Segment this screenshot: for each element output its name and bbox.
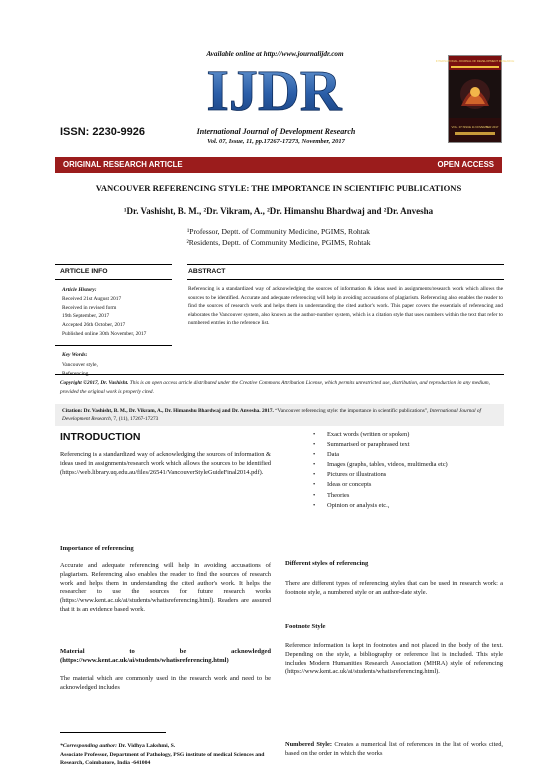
corresponding-author-note	[60, 742, 275, 768]
footnote-divider	[60, 732, 166, 733]
article-title: VANCOUVER REFERENCING STYLE: THE IMPORTANCE IN SCIENTIFIC PUBLICATIONS	[95, 183, 462, 193]
acknowledged-material-list	[313, 430, 448, 511]
list-item: • Opinion or analysis etc.,	[313, 501, 448, 511]
logo-text: IJDR	[206, 58, 342, 123]
keyword: Referencing.	[62, 371, 90, 377]
history-line: Received in revised form	[62, 305, 117, 311]
list-item: • Images (graphs, tables, videos, multimedia etc)	[313, 460, 448, 470]
numbered-style-text	[285, 741, 503, 759]
cover-title: INTERNATIONAL JOURNAL OF DEVELOPMENT RESEARCH	[435, 59, 515, 63]
footnote-style-text: Reference information is kept in footnotes and not placed in the body of the text. Depending on the style, a bibliography or reference list is included. This style includes Modern Humanities Research Association (MHRA) style of referencing (https://www.kent.ac.uk/ai/students/whatisreferencing.html).	[285, 642, 503, 676]
abstract-heading: ABSTRACT	[188, 268, 226, 275]
numbered-style-body: Creates a numerical list of references in the list of works cited, based on the order in which the works	[285, 741, 503, 757]
citation-label: Citation: Dr. Vashisht, B. M., Dr. Vikram, A., Dr. Himanshu Bhardwaj and Dr. Anvesha. 2017.	[62, 408, 274, 414]
list-item: • Theories	[313, 491, 448, 501]
material-text: The material which are commonly used in the research work and need to be acknowledged includes	[60, 675, 271, 691]
keywords-heading: Key Words:	[62, 352, 88, 358]
introduction-text: Referencing is a standardized way of acknowledging the sources of information & ideas used in assignments/research work which allows the sources to be identified (https://web.library.uq.edu.au/files/26541/VancouverStyleGuideFinal2014.pdf).	[60, 451, 271, 476]
article-info-heading: ARTICLE INFO	[60, 268, 108, 275]
keyword: Vancouver style,	[62, 362, 98, 368]
styles-heading: Different styles of referencing	[285, 560, 369, 567]
list-item: • Exact words (written or spoken)	[313, 430, 448, 440]
footnote-style-heading: Footnote Style	[285, 623, 326, 630]
citation-pages: , 7, (11), 17267-17273	[110, 416, 159, 422]
abstract-text: Referencing is a standardized way of acknowledging the sources of information & ideas used in assignments/research work which allows the sources to be identified. Accurate and adequate referencing will help in avoiding accusations of plagiarism. Referencing also enables the reader to find the sources of research work and helps them in understanding the cited author's work. This paper covers the essentials of referencing and elaborates the Vancouver system, also known as the author-number system, which is a citation style that uses numbers within the text that refer to numbered entries in the reference list.	[188, 286, 503, 327]
history-line: 19th September, 2017	[62, 313, 110, 319]
citation-journal: International Journal of Development Research	[62, 408, 481, 422]
copyright-notice	[60, 379, 504, 396]
divider	[55, 264, 172, 265]
footnote-label: *Corresponding author:	[60, 743, 118, 749]
introduction-heading: INTRODUCTION	[60, 431, 141, 443]
footnote-name: Dr. Vidhya Lakshmi, S.	[117, 743, 176, 749]
list-item: • Summarised or paraphrased text	[313, 440, 448, 450]
list-item: • Ideas or concepts	[313, 480, 448, 490]
copyright-text: This is an open access article distributed under the Creative Commons Attribution License, which permits unrestricted use, distribution, and reproduction in any medium, provided the original work is properly cited.	[60, 380, 490, 395]
divider	[187, 264, 504, 265]
citation-box	[55, 404, 504, 426]
citation-text: “Vancouver referencing style: the importance in scientific publications”,	[273, 408, 430, 414]
importance-heading: Importance of referencing	[60, 545, 134, 552]
article-type-label: ORIGINAL RESEARCH ARTICLE	[63, 160, 183, 169]
divider	[55, 345, 172, 346]
divider	[55, 374, 504, 375]
copyright-prefix: Copyright ©2017,	[60, 380, 101, 386]
divider	[187, 279, 504, 280]
article-history-heading: Article History:	[62, 287, 97, 293]
styles-text: There are different types of referencing styles that can be used in research work: a footnote style, a numbered style or an author-date style.	[285, 580, 503, 596]
copyright-author: Dr. Vashisht.	[100, 380, 129, 386]
history-line: Published online 30th November, 2017	[62, 331, 147, 337]
list-item: • Data	[313, 450, 448, 460]
history-line: Accepted 26th October, 2017	[62, 322, 126, 328]
list-item: • Pictures or illustrations	[313, 470, 448, 480]
available-online-line: Available online at http://www.journalijdr.com	[206, 50, 344, 58]
journal-logo	[203, 58, 345, 123]
issn: ISSN: 2230-9926	[60, 126, 145, 138]
footnote-affiliation: Associate Professor, Department of Pathology, PSG institute of medical Sciences and Research, Coimbatore, India -641004	[60, 751, 265, 767]
open-access-label: OPEN ACCESS	[437, 160, 494, 169]
affiliation-1: ¹Professor, Deptt. of Community Medicine, PGIMS, Rohtak	[187, 227, 370, 236]
numbered-style-label: Numbered Style:	[285, 741, 332, 748]
divider	[55, 279, 172, 280]
affiliation-2: ²Residents, Deptt. of Community Medicine, PGIMS, Rohtak	[186, 238, 371, 247]
journal-name: International Journal of Development Research	[196, 127, 356, 136]
material-heading: Material to be acknowledged (https://www.kent.ac.uk/ai/students/whatisreferencing.html)	[60, 648, 271, 664]
cover-issue: VOL. 07 ISSUE 11 NOVEMBER 2017	[451, 125, 499, 129]
volume-info: Vol. 07, Issue, 11, pp.17267-17273, November, 2017	[207, 138, 345, 145]
importance-text: Accurate and adequate referencing will help in avoiding accusations of plagiarism. Referencing also enables the reader to find the sources of research work and helps them in understanding the cited author's work. It helps the researcher to use the sources for future research works (https://www.kent.ac.uk/ai/students/whatisreferencing.html). Readers are assured that it is an evidence based work.	[60, 562, 271, 613]
history-line: Received 21st August 2017	[62, 296, 122, 302]
article-type-banner	[55, 157, 502, 173]
authors: ¹Dr. Vashisht, B. M., ²Dr. Vikram, A., ²Dr. Himanshu Bhardwaj and ²Dr. Anvesha	[123, 206, 434, 216]
journal-cover-image	[435, 55, 515, 143]
